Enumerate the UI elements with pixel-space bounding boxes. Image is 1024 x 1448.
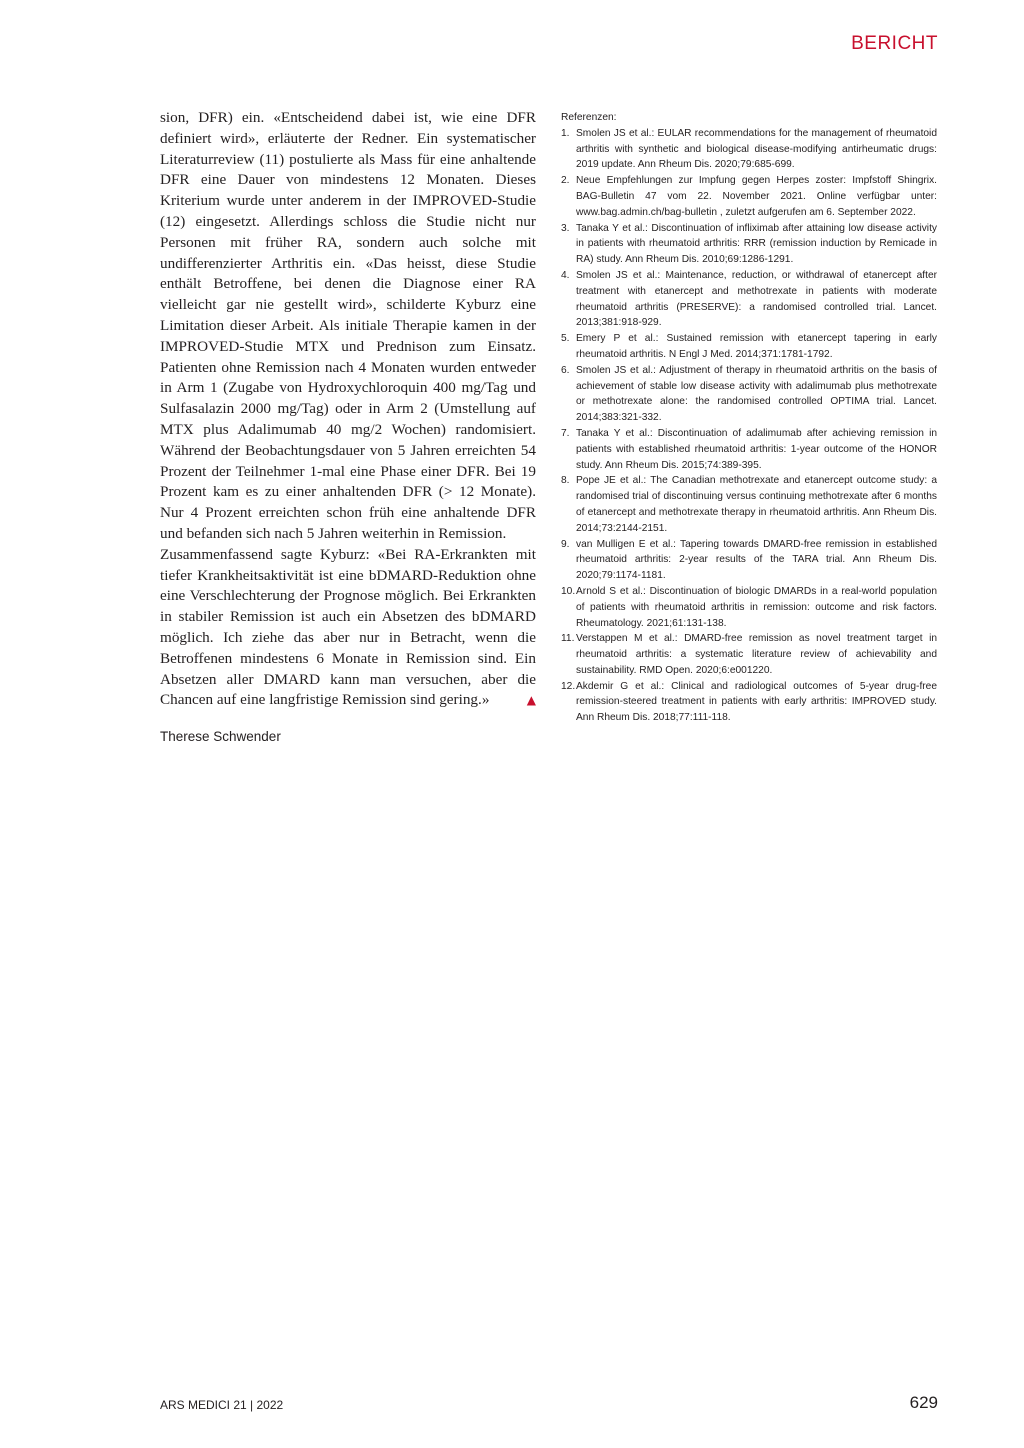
page-number: 629 [909, 1393, 938, 1412]
reference-item [561, 268, 937, 331]
body-paragraph-text: Zusammenfassend sagte Kyburz: «Bei RA-Erkrankten mit tiefer Krankheitsaktivität ist eine bDMARD-Reduktion ohne eine Verschlechterung der Prognose möglich. Bei Erkrankten in stabiler Remission ist auch ein Absetzen des bDMARD möglich. Ich ziehe das aber nur in Betracht, wenn die Betroffenen mindestens 6 Monate in Remission sind. Ein Absetzen aller DMARD kann man versuchen, aber die Chancen auf eine langfristige Remission sind gering.» [160, 545, 536, 709]
reference-item [561, 331, 937, 363]
reference-text: Arnold S et al.: Discontinuation of biologic DMARDs in a real-world population of patients with rheumatoid arthritis in remission: outcome and risk factors. Rheumatology. 2021;61:131-138. [576, 585, 937, 629]
references [561, 110, 937, 726]
reference-item [561, 584, 937, 631]
reference-item [561, 221, 937, 268]
reference-number: 8. [561, 475, 570, 487]
reference-item [561, 679, 937, 726]
reference-number: 9. [561, 538, 570, 550]
reference-number: 5. [561, 333, 570, 345]
reference-number: 3. [561, 222, 570, 234]
end-of-article-icon: ▲ [526, 693, 536, 708]
reference-item [561, 173, 937, 220]
reference-item [561, 537, 937, 584]
reference-text: Smolen JS et al.: Adjustment of therapy in rheumatoid arthritis on the basis of achievement of stable low disease activity with adalimumab plus methotrexate or methotrexate alone: the randomised controlled OPTIMA trial. Lancet. 2014;383:321-332. [576, 364, 937, 424]
reference-item [561, 631, 937, 678]
body-paragraph [160, 545, 536, 711]
reference-number: 6. [561, 364, 570, 376]
reference-text: Tanaka Y et al.: Discontinuation of adalimumab after achieving remission in patients with established rheumatoid arthritis: 1-year outcome of the HONOR study. Ann Rheum Dis. 2015;74:389-395. [576, 427, 937, 471]
reference-number: 12. [561, 680, 576, 692]
reference-text: Neue Empfehlungen zur Impfung gegen Herpes zoster: Impfstoff Shingrix. BAG-Bulletin 47 vom 22. November 2021. Online verfügbar unter: www.bag.admin.ch/bag-bulletin , zuletzt aufgerufen am 6. September 2022. [576, 175, 937, 218]
reference-number: 7. [561, 427, 570, 439]
reference-number: 10. [561, 585, 576, 597]
reference-text: Smolen JS et al.: Maintenance, reduction, or withdrawal of etanercept after treatment with etanercept and methotrexate in patients with moderate rheumatoid arthritis (PRESERVE): a randomised controlled trial. Lancet. 2013;381:918-929. [576, 269, 937, 329]
references-list [561, 126, 937, 726]
reference-number: 4. [561, 269, 570, 281]
reference-text: van Mulligen E et al.: Tapering towards DMARD-free remission in established rheumatoid arthritis: 2-year results of the TARA trial. Ann Rheum Dis. 2020;79:1174-1181. [576, 538, 937, 582]
reference-item [561, 473, 937, 536]
reference-item [561, 363, 937, 426]
body-paragraph: sion, DFR) ein. «Entscheidend dabei ist, wie eine DFR definiert wird», erläuterte der Redner. Ein systematischer Literaturreview (11) postulierte als Mass für eine anhaltende DFR eine Dauer von mindestens 12 Monaten. Dieses Kriterium wurde unter anderem in der IMPROVED-Studie (12) eingesetzt. Allerdings schloss die Studie nicht nur Personen mit früher RA, sondern auch solche mit undifferenzierter Arthritis ein. «Das heisst, diese Studie enthält Betroffene, bei denen die Diagnose einer RA vielleicht gar nie gestellt wird», schilderte Kyburz eine Limitation dieser Arbeit. Als initiale Therapie kamen in der IMPROVED-Studie MTX und Prednison zum Einsatz. Patienten ohne Remission nach 4 Monaten wurden entweder in Arm 1 (Zugabe von Hydroxychloroquin 400 mg/Tag und Sulfasalazin 2000 mg/Tag) oder in Arm 2 (Umstellung auf MTX plus Adalimumab 40 mg/2 Wochen) randomisiert. Während der Beobachtungsdauer von 5 Jahren erreichten 54 Prozent der Teilnehmer 1-mal eine Phase einer DFR. Bei 19 Prozent kam es zu einer anhaltenden DFR (> 12 Monate). Nur 4 Prozent erreichten schon früh eine anhaltende DFR und befanden sich nach 5 Jahren weiterhin in Remission. [160, 109, 536, 542]
reference-item [561, 126, 937, 173]
reference-text: Smolen JS et al.: EULAR recommendations for the management of rheumatoid arthritis with synthetic and biological disease-modifying antirheumatic drugs: 2019 update. Ann Rheum Dis. 2020;79:685-699. [576, 127, 937, 171]
reference-text: Emery P et al.: Sustained remission with etanercept tapering in early rheumatoid arthritis. N Engl J Med. 2014;371:1781-1792. [576, 333, 937, 360]
article-body [160, 108, 536, 711]
reference-number: 1. [561, 127, 570, 139]
reference-text: Tanaka Y et al.: Discontinuation of infliximab after attaining low disease activity in patients with rheumatoid arthritis: RRR (remission induction by Remicade in RA) study. Ann Rheum Dis. 2010;69:1286-1291. [576, 222, 937, 266]
references-heading: Referenzen: [561, 112, 617, 123]
journal-issue: ARS MEDICI 21 | 2022 [160, 1398, 284, 1412]
reference-text: Verstappen M et al.: DMARD-free remission as novel treatment target in rheumatoid arthritis: a systematic literature review of achievability and sustainability. RMD Open. 2020;6:e001220. [576, 633, 937, 676]
reference-text: Pope JE et al.: The Canadian methotrexate and etanercept outcome study: a randomised trial of discontinuing versus continuing methotrexate after 6 months of etanercept and methotrexate therapy in rheumatoid arthritis. Ann Rheum Dis. 2014;73:2144-2151. [576, 475, 937, 534]
reference-number: 2. [561, 175, 570, 187]
section-label: BERICHT [851, 33, 938, 54]
author-name: Therese Schwender [160, 729, 281, 744]
reference-text: Akdemir G et al.: Clinical and radiological outcomes of 5-year drug-free remission-steered treatment in patients with early arthritis: IMPROVED study. Ann Rheum Dis. 2018;77:111-118. [576, 680, 937, 724]
reference-number: 11. [561, 633, 575, 645]
reference-item [561, 426, 937, 473]
